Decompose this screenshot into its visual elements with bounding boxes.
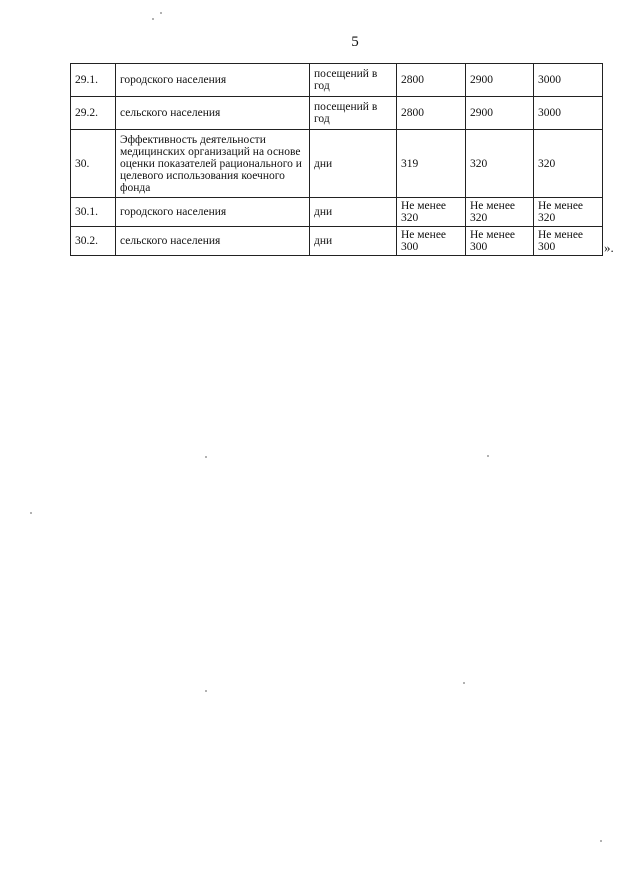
indicators-table xyxy=(70,63,603,256)
row-number: 29.1. xyxy=(71,64,116,97)
scan-speck-icon xyxy=(30,512,32,514)
value-cell: 320 xyxy=(534,130,603,198)
value-cell: 2800 xyxy=(397,64,466,97)
value-cell: Не менее 300 xyxy=(534,227,603,256)
value-cell: 2900 xyxy=(466,64,534,97)
indicator-name: сельского населения xyxy=(116,227,310,256)
unit-cell: посещений в год xyxy=(310,64,397,97)
indicator-name: городского населения xyxy=(116,64,310,97)
scan-speck-icon xyxy=(205,456,207,458)
scan-speck-icon xyxy=(600,840,602,842)
scan-speck-icon xyxy=(152,18,154,20)
value-cell: 3000 xyxy=(534,64,603,97)
row-number: 30.2. xyxy=(71,227,116,256)
value-cell: Не менее 320 xyxy=(534,198,603,227)
row-number: 29.2. xyxy=(71,97,116,130)
value-cell: Не менее 320 xyxy=(397,198,466,227)
table-row xyxy=(71,227,603,256)
indicator-name: городского населения xyxy=(116,198,310,227)
value-cell: Не менее 320 xyxy=(466,198,534,227)
value-cell: 319 xyxy=(397,130,466,198)
scan-speck-icon xyxy=(463,682,465,684)
value-cell: 2900 xyxy=(466,97,534,130)
value-cell: 320 xyxy=(466,130,534,198)
value-cell: 2800 xyxy=(397,97,466,130)
row-number: 30. xyxy=(71,130,116,198)
row-number: 30.1. xyxy=(71,198,116,227)
value-cell: Не менее 300 xyxy=(466,227,534,256)
indicator-name: сельского населения xyxy=(116,97,310,130)
value-cell: Не менее 300 xyxy=(397,227,466,256)
scan-speck-icon xyxy=(487,455,489,457)
unit-cell: дни xyxy=(310,198,397,227)
scan-speck-icon xyxy=(205,690,207,692)
unit-cell: дни xyxy=(310,227,397,256)
unit-cell: дни xyxy=(310,130,397,198)
indicator-name: Эффективность деятельности медицинских организаций на основе оценки показателей рационального и целевого использования коечного фонда xyxy=(116,130,310,198)
table-row xyxy=(71,64,603,97)
scan-speck-icon xyxy=(160,12,162,14)
page-number: 5 xyxy=(351,34,359,50)
closing-quote: ». xyxy=(604,240,614,255)
unit-cell: посещений в год xyxy=(310,97,397,130)
value-cell: 3000 xyxy=(534,97,603,130)
table-row xyxy=(71,198,603,227)
table-row xyxy=(71,97,603,130)
table-row xyxy=(71,130,603,198)
